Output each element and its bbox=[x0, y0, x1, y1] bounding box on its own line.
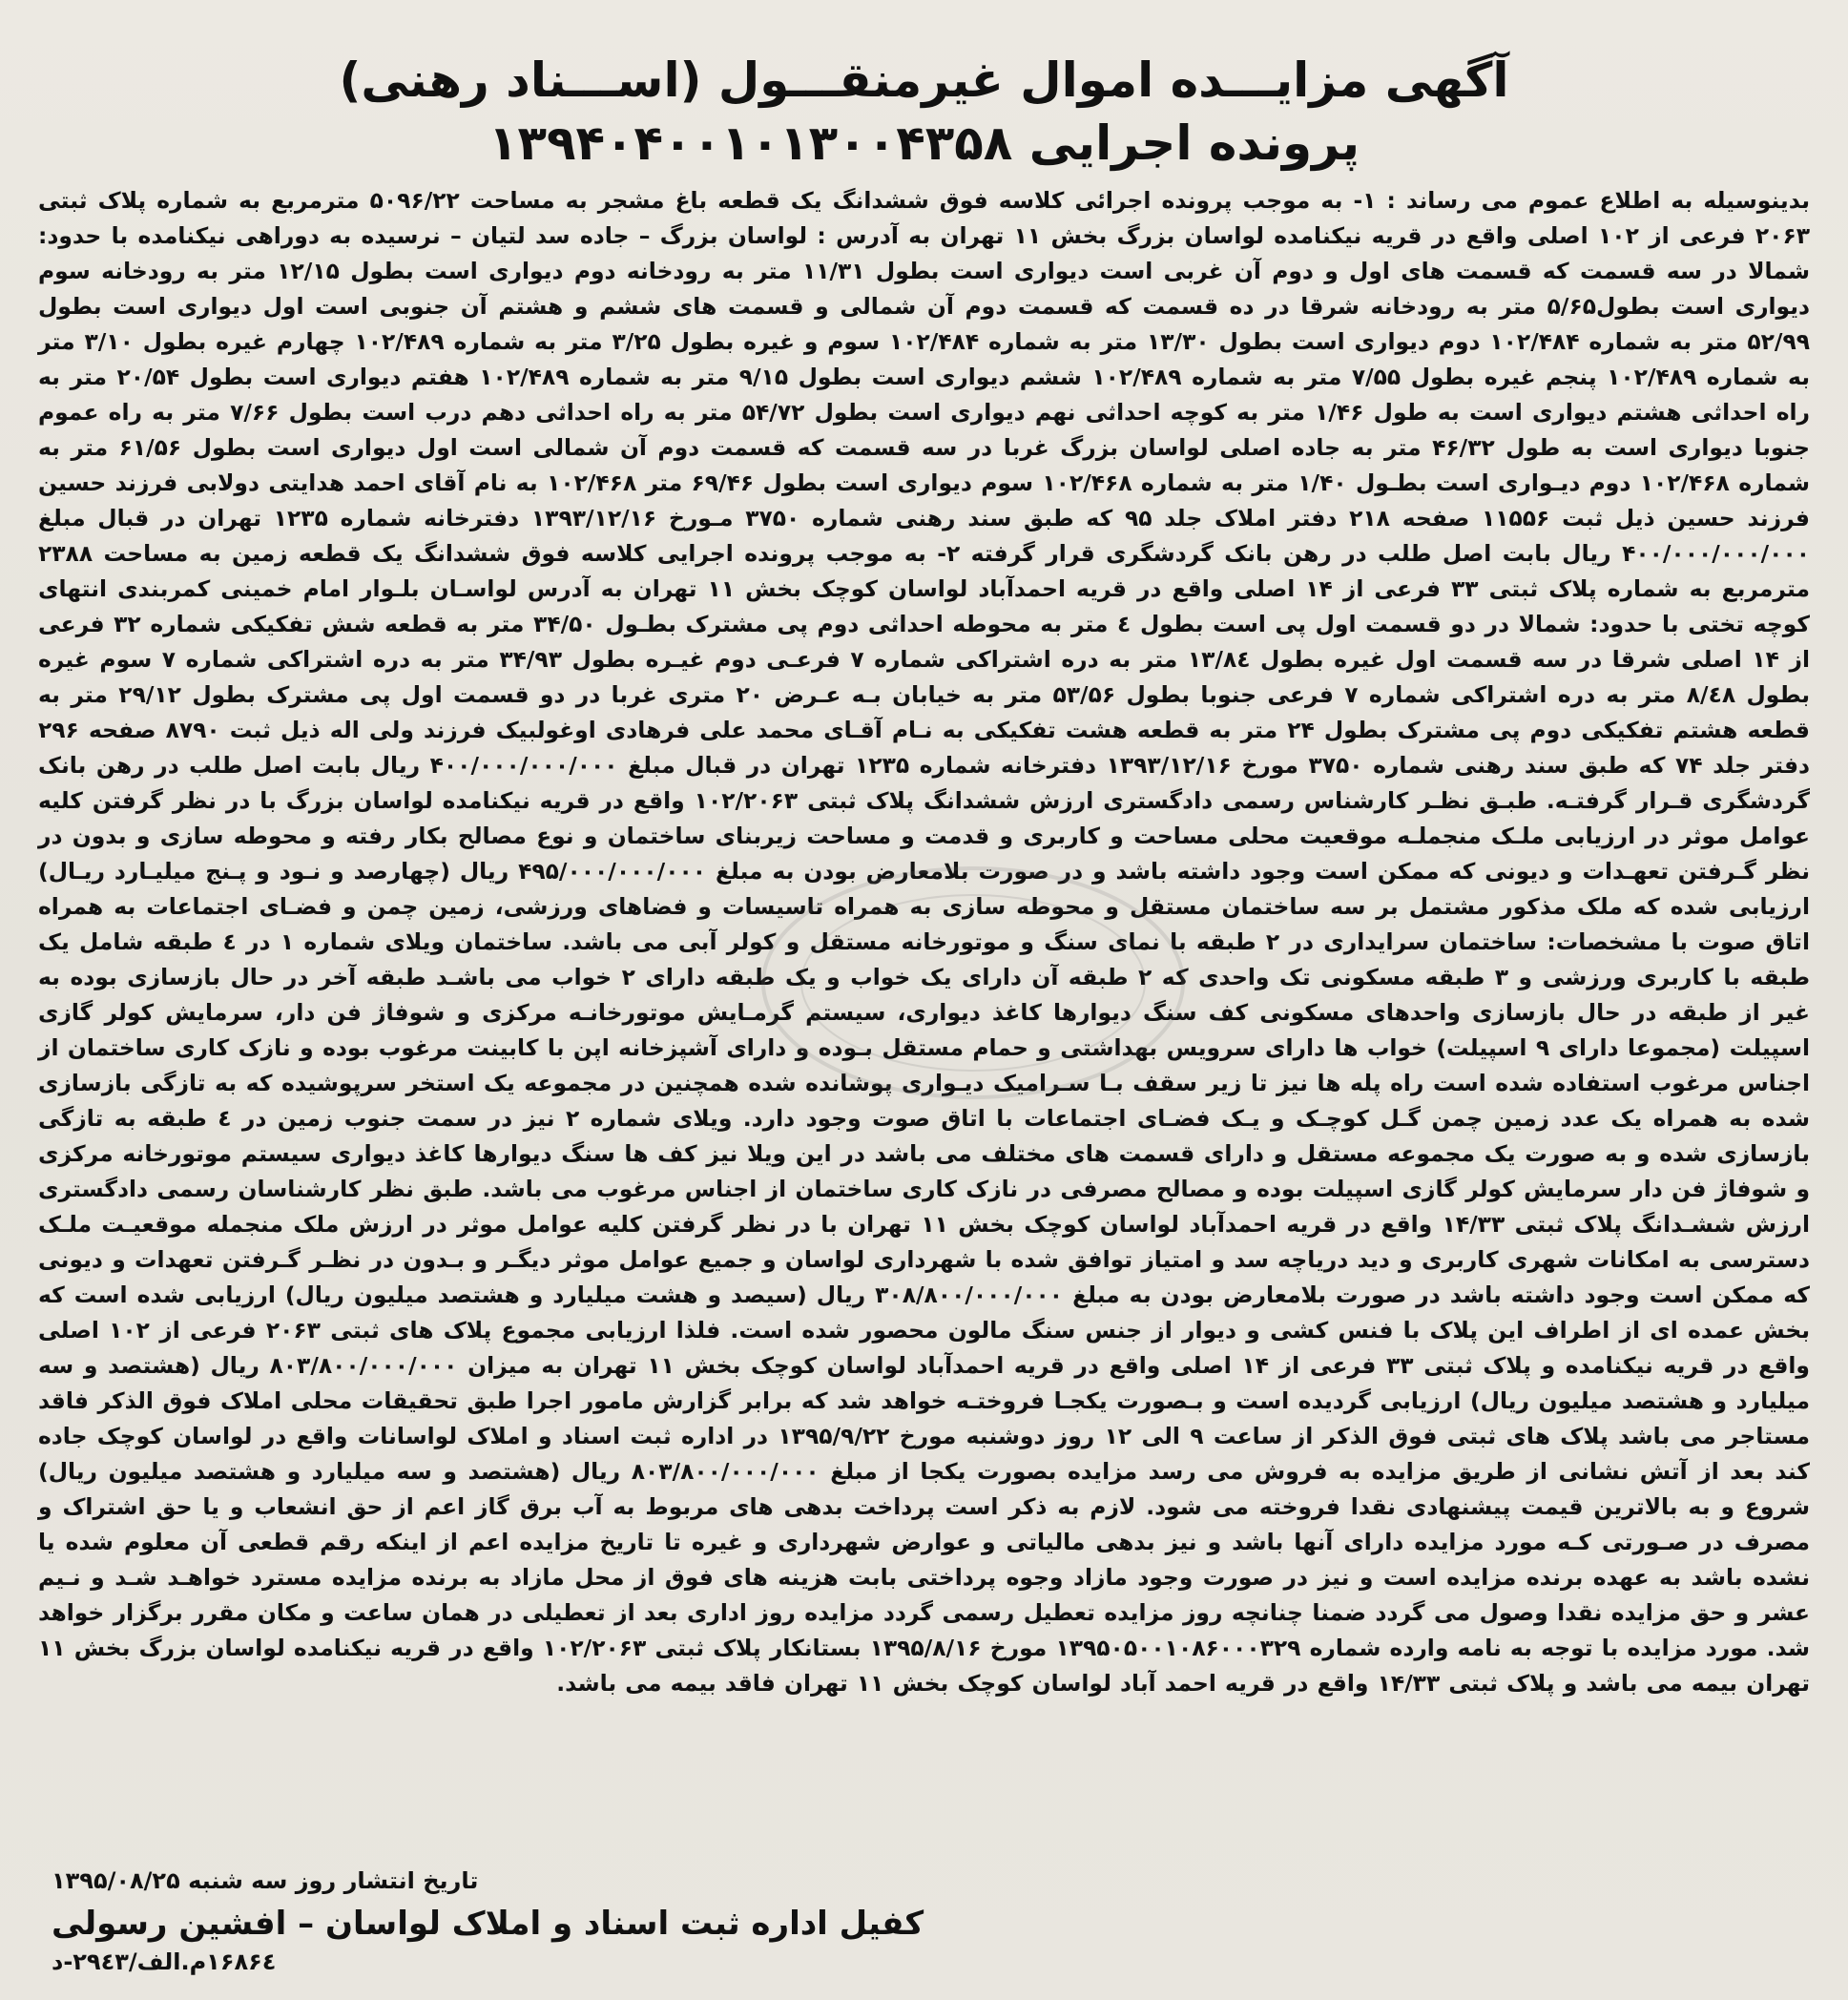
notice-footer bbox=[38, 1865, 1810, 1979]
publication-date: تاریخ انتشار روز سه شنبه ۱۳۹۵/۰۸/۲۵ bbox=[52, 1867, 479, 1894]
file-number: پرونده اجرایی ۱۳۹۴۰۴۰۰۱۰۱۳۰۰۴۳۵۸ bbox=[488, 115, 1360, 171]
reference-code: ۱۶۸۶٤م.الف/۲۹٤۳-د bbox=[52, 1948, 277, 1975]
signer-line: کفیل اداره ثبت اسناد و املاک لواسان – افشین رسولی bbox=[52, 1905, 924, 1943]
notice-body: بدینوسیله به اطلاع عموم می رساند : ۱- به موجب پرونده اجرائی کلاسه فوق ششدانگ یک قطعه باغ مشجر به مساحت ۵۰۹۶/۲۲ مترمربع به شماره پلاک ثبتی ۲۰۶۳ فرعی از ۱۰۲ اصلی واقع در قریه نیکنامده لواسان بزرگ بخش ۱۱ تهران به آدرس : لواسان بزرگ – جاده سد لتیان – نرسیده به دوراهی نیکنامده با حدود: شمالا در سه قسمت که قسمت های اول و دوم آن غربی است دیواری است بطول ۱۱/۳۱ متر به رودخانه دوم دیواری است بطول ۱۲/۱۵ متر به رودخانه سوم دیواری است بطول۵/۶۵ متر به رودخانه شرقا در ده قسمت که قسمت دوم آن شمالی و قسمت های ششم و هشتم آن جنوبی است اول دیواری است بطول ۵۲/۹۹ متر به شماره ۱۰۲/۴۸۴ دوم دیواری است بطول ۱۳/۳۰ متر به شماره ۱۰۲/۴۸۴ سوم و غیره بطول ۳/۲۵ متر به شماره ۱۰۲/۴۸۹ چهارم غیره بطول ۳/۱۰ متر به شماره ۱۰۲/۴۸۹ پنجم غیره بطول ۷/۵۵ متر به شماره ۱۰۲/۴۸۹ ششم دیواری است بطول ۹/۱۵ متر به شماره ۱۰۲/۴۸۹ هفتم دیواری است بطول ۲۰/۵۴ متر به راه احداثی هشتم دیواری است به طول ۱/۴۶ متر به کوچه احداثی نهم دیواری است بطول ۵۴/۷۲ متر به راه احداثی دهم درب است بطول ۷/۶۶ متر به راه عموم جنوبا دیواری است به طول ۴۶/۳۲ متر به جاده اصلی لواسان بزرگ غربا در سه قسمت که قسمت دوم آن شمالی است اول دیواری است بطول ۶۱/۵۶ متر به شماره ۱۰۲/۴۶۸ دوم دیـواری است بطـول ۱/۴۰ متر به شماره ۱۰۲/۴۶۸ سوم دیواری است بطول ۶۹/۴۶ متر ۱۰۲/۴۶۸ به نام آقای احمد هدایتی دولابی فرزند حسین فرزند حسین ذیل ثبت ۱۱۵۵۶ صفحه ۲۱۸ دفتر املاک جلد ۹۵ که طبق سند رهنی شماره ۳۷۵۰ مـورخ ۱۳۹۳/۱۲/۱۶ دفترخانه شماره ۱۲۳۵ تهران در قبال مبلغ ۴۰۰/۰۰۰/۰۰۰/۰۰۰ ریال بابت اصل طلب در رهن بانک گردشگری قرار گرفته ۲- به موجب پرونده اجرایی کلاسه فوق ششدانگ یک قطعه زمین به مساحت ۲۳۸۸ مترمربع به شماره پلاک ثبتی ۳۳ فرعی از ۱۴ اصلی واقع در قریه احمدآباد لواسان کوچک بخش ۱۱ تهران به آدرس لواسـان بلـوار امام خمینی کمربندی انتهای کوچه تختی با حدود: شمالا در دو قسمت اول پی است بطول ٤ متر به محوطه احداثی دوم پی مشترک بطـول ۳۴/۵۰ متر به قطعه شش تفکیکی شماره ۳۲ فرعی از ۱۴ اصلی شرقا در سه قسمت اول غیره بطول ۱۳/۸٤ متر به دره اشتراکی شماره ۷ فرعـی دوم غیـره بطول ۳۴/۹۳ متر به دره اشتراکی شماره ۷ سوم غیره بطول ۸/٤۸ متر به دره اشتراکی شماره ۷ فرعی جنوبا بطول ۵۳/۵۶ متر به خیابان بـه عـرض ۲۰ متری غربا در دو قسمت اول پی مشترک بطول ۲۹/۱۲ متر به قطعه هشتم تفکیکی دوم پی مشترک بطول ۲۴ متر به قطعه هشت تفکیکی به نـام آقـای محمد علی فرهادی اوغولبیک فرزند ولی اله ذیل ثبت ۸۷۹۰ صفحه ۲۹۶ دفتر جلد ۷۴ که طبق سند رهنی شماره ۳۷۵۰ مورخ ۱۳۹۳/۱۲/۱۶ دفترخانه شماره ۱۲۳۵ تهران در قبال مبلغ ۴۰۰/۰۰۰/۰۰۰/۰۰۰ ریال بابت اصل طلب در رهن بانک گردشگری قـرار گرفتـه. طبـق نظـر کارشناس رسمی دادگستری ارزش ششدانگ پلاک ثبتی ۱۰۲/۲۰۶۳ واقع در قریه نیکنامده لواسان بزرگ با در نظر گرفتن کلیه عوامل موثر در ارزیابی ملـک منجملـه موقعیت محلی مساحت و کاربری و قدمت و مساحت زیربنای ساختمان و نوع مصالح بکار رفته و محوطه سازی و بدون در نظر گـرفتن تعهـدات و دیونی که ممکن است وجود داشته باشد و در صورت بلامعارض بودن به مبلغ ۴۹۵/۰۰۰/۰۰۰/۰۰۰ ریال (چهارصد و نـود و پـنج میلیـارد ریـال) ارزیابی شده که ملک مذکور مشتمل بر سه ساختمان مستقل و محوطه سازی به همراه تاسیسات و فضاهای ورزشی، زمین چمن و فضـای اجتماعات به همراه اتاق صوت با مشخصات: ساختمان سرایداری در ۲ طبقه با نمای سنگ و موتورخانه مستقل و کولر آبی می باشد. ساختمان ویلای شماره ۱ در ٤ طبقه شامل یک طبقه با کاربری ورزشی و ۳ طبقه مسکونی تک واحدی که ۲ طبقه آن دارای یک خواب و یک طبقه دارای ۲ خواب می باشـد طبقه آخر در حال بازسازی بوده به غیر از طبقه در حال بازسازی واحدهای مسکونی کف سنگ دیوارها کاغذ دیواری، سیستم گرمـایش موتورخانـه مرکزی و شوفاژ فن دار، سرمایش کولر گازی اسپیلت (مجموعا دارای ۹ اسپیلت) خواب ها دارای سرویس بهداشتی و حمام مستقل بـوده و دارای آشپزخانه اپن با کابینت مرغوب بوده و نازک کاری ساختمان از اجناس مرغوب استفاده شده است راه پله ها نیز تا زیر سقف بـا سـرامیک دیـواری پوشانده شده همچنین در مجموعه یک استخر سرپوشیده که به تازگی بازسازی شده به همراه یک عدد زمین چمن گـل کوچـک و یـک فضـای اجتماعات با اتاق صوت وجود دارد. ویلای شماره ۲ نیز در سمت جنوب زمین در ٤ طبقه به تازگی بازسازی شده و به صورت یک مجموعه مستقل و دارای قسمت های مختلف می باشد در این ویلا نیز کف ها سنگ دیوارها کاغذ دیواری سیستم موتورخانه مرکزی و شوفاژ فن دار سرمایش کولر گازی اسپیلت بوده و مصالح مصرفی در نازک کاری ساختمان از اجناس مرغوب می باشد. طبق نظر کارشناسان رسمی دادگستری ارزش ششـدانگ پلاک ثبتی ۱۴/۳۳ واقع در قریه احمدآباد لواسان کوچک بخش ۱۱ تهران با در نظر گرفتن کلیه عوامل موثر در ارزش ملک منجمله موقعیـت ملـک دسترسی به امکانات شهری کاربری و دید دریاچه سد و امتیاز توافق شده با شهرداری لواسان و جمیع عوامل موثر دیگـر و بـدون در نظـر گـرفتن تعهدات و دیونی که ممکن است وجود داشته باشد در صورت بلامعارض بودن به مبلغ ۳۰۸/۸۰۰/۰۰۰/۰۰۰ ریال (سیصد و هشت میلیارد و هشتصد میلیون ریال) ارزیابی شده است که بخش عمده ای از اطراف این پلاک با فنس کشی و دیوار از جنس سنگ مالون محصور شده است. فلذا ارزیابی مجموع پلاک های ثبتی ۲۰۶۳ فرعی از ۱۰۲ اصلی واقع در قریه نیکنامده و پلاک ثبتی ۳۳ فرعی از ۱۴ اصلی واقع در قریه احمدآباد لواسان کوچک بخش ۱۱ تهران به میزان ۸۰۳/۸۰۰/۰۰۰/۰۰۰ ریال (هشتصد و سه میلیارد و هشتصد میلیون ریال) ارزیابی گردیده است و بـصورت یکجـا فروختـه خواهد شد که برابر گزارش مامور اجرا طبق تحقیقات محلی املاک فوق الذکر فاقد مستاجر می باشد پلاک های ثبتی فوق الذکر از ساعت ۹ الی ۱۲ روز دوشنبه مورخ ۱۳۹۵/۹/۲۲ در اداره ثبت اسناد و املاک لواسانات واقع در لواسان کوچک جاده کند بعد از آتش نشانی از طریق مزایده به فروش می رسد مزایده بصورت یکجا از مبلغ ۸۰۳/۸۰۰/۰۰۰/۰۰۰ ریال (هشتصد و سه میلیارد و هشتصد میلیون ریال) شروع و به بالاترین قیمت پیشنهادی نقدا فروخته می شود. لازم به ذکر است پرداخت بدهی های مربوط به آب برق گاز اعم از حق انشعاب و یا حق اشتراک و مصرف در صـورتی کـه مورد مزایده دارای آنها باشد و نیز بدهی مالیاتی و عوارض شهرداری و غیره تا تاریخ مزایده اعم از اینکه رقم قطعی آن معلوم شده یا نشده باشد به عهده برنده مزایده است و نیز در صورت وجود مازاد وجوه پرداختی بابت هزینه های فوق از محل مازاد به برنده مزایده مسترد خواهـد شـد و نـیم عشر و حق مزایده نقدا وصول می گردد ضمنا چنانچه روز مزایده تعطیل رسمی گردد مزایده روز اداری بعد از تعطیلی در همان ساعت و مکان مقرر برگزار خواهد شد. مورد مزایده با توجه به نامه وارده شماره ۱۳۹۵۰۵۰۰۱۰۸۶۰۰۰۳۲۹ مورخ ۱۳۹۵/۸/۱۶ بستانکار پلاک ثبتی ۱۰۲/۲۰۶۳ واقع در قریه نیکنامده لواسان بزرگ بخش ۱۱ تهران بیمه می باشد و پلاک ثبتی ۱۴/۳۳ واقع در قریه احمد آباد لواسان کوچک بخش ۱۱ تهران فاقد بیمه می باشد. bbox=[38, 187, 1811, 1697]
notice-title: آگهی مزایـــده اموال غیرمنقـــول (اســـناد رهنی) bbox=[339, 52, 1509, 108]
